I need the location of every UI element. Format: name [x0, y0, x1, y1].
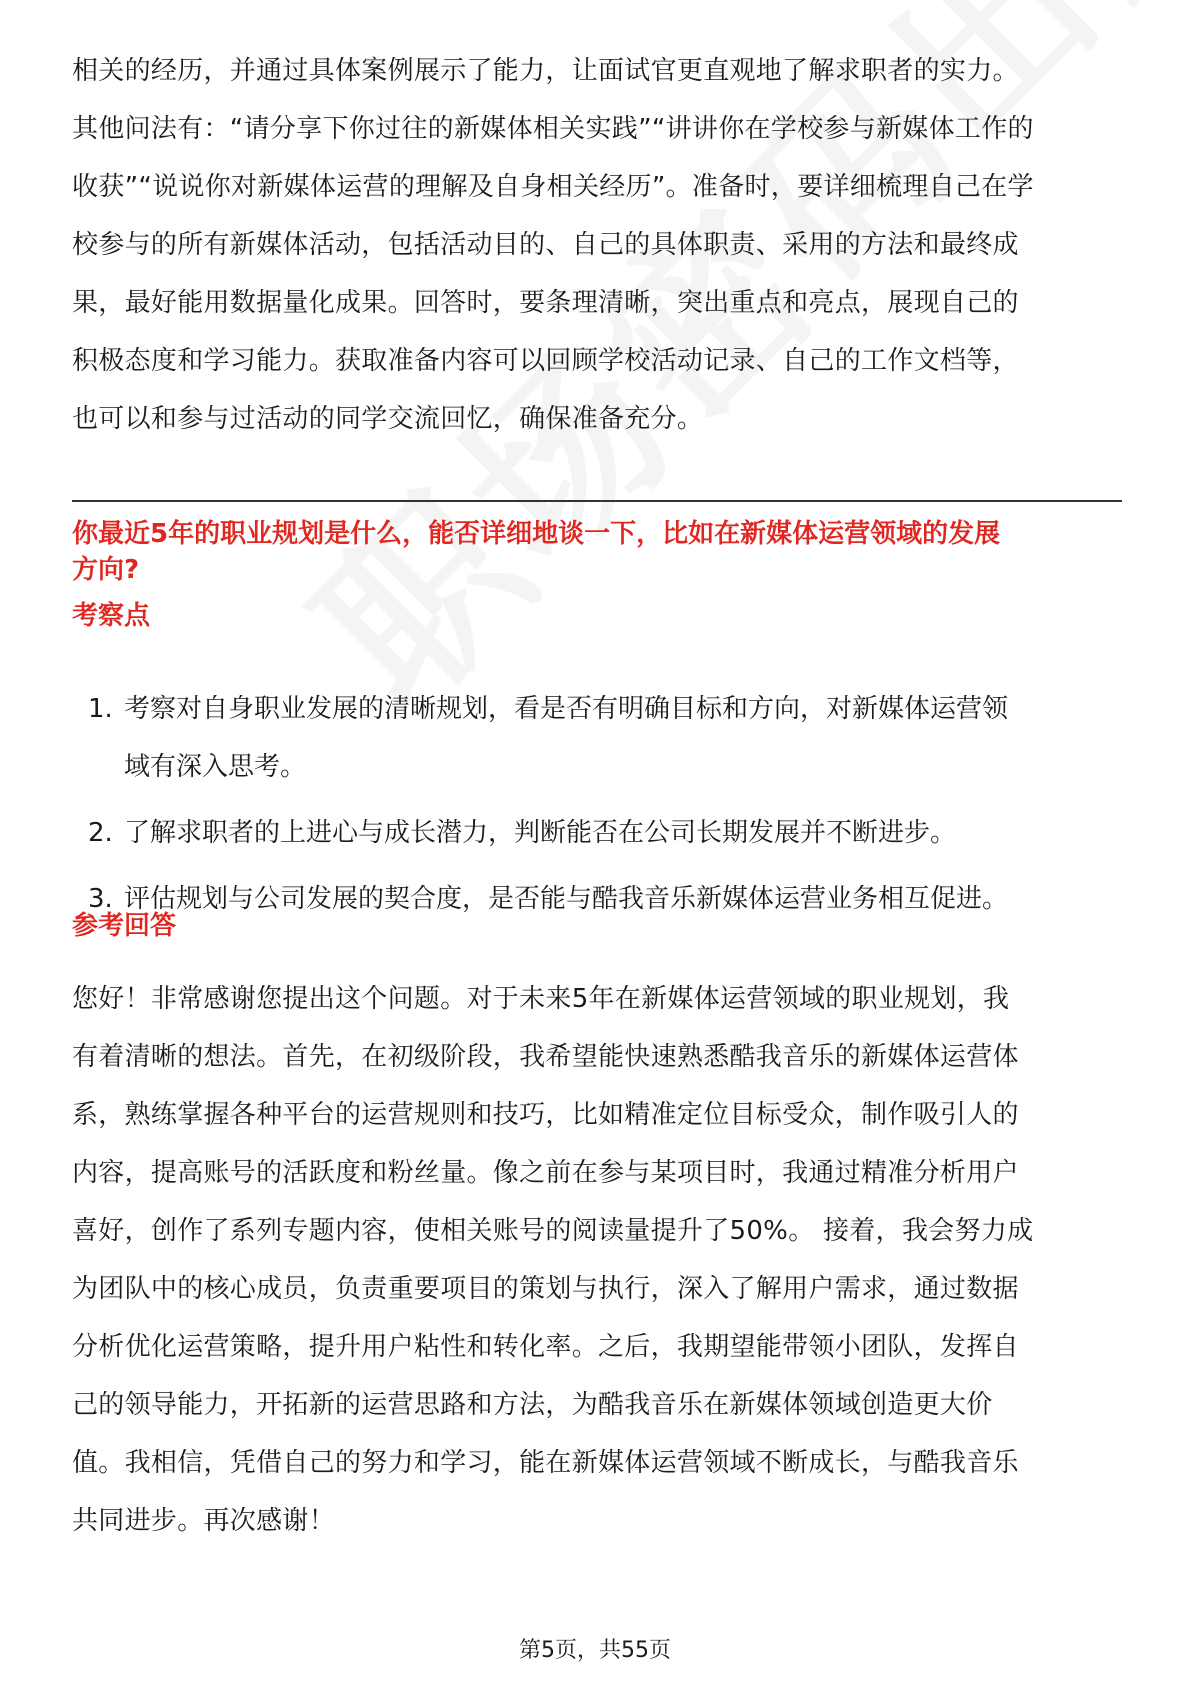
answer-line: 己的领导能力，开拓新的运营思路和方法，为酷我音乐在新媒体领域创造更大价 [72, 1390, 993, 1420]
list-item [72, 870, 1132, 928]
intro-line: 果，最好能用数据量化成果。回答时，要条理清晰，突出重点和亮点，展现自己的 [72, 288, 1019, 318]
intro-line: 也可以和参与过活动的同学交流回忆，确保准备充分。 [72, 404, 704, 434]
list-item-text: 考察对自身职业发展的清晰规划，看是否有明确目标和方向，对新媒体运营领 [124, 694, 1009, 724]
list-item-text: 域有深入思考。 [124, 752, 307, 782]
page-number: 第5页，共55页 [519, 1638, 671, 1663]
answer-line: 您好！非常感谢您提出这个问题。对于未来5年在新媒体运营领域的职业规划，我 [72, 984, 1010, 1014]
list-item-number: 2. [88, 818, 113, 848]
intro-line: 相关的经历，并通过具体案例展示了能力，让面试官更直观地了解求职者的实力。 [72, 56, 1019, 86]
answer-paragraph [72, 970, 1122, 1550]
question-line: 方向? [72, 555, 140, 585]
intro-line: 收获”“说说你对新媒体运营的理解及自身相关经历”。准备时，要详细梳理自己在学 [72, 172, 1034, 202]
list-item-text: 评估规划与公司发展的契合度，是否能与酷我音乐新媒体运营业务相互促进。 [124, 884, 1009, 914]
answer-line: 分析优化运营策略，提升用户粘性和转化率。之后，我期望能带领小团队，发挥自 [72, 1332, 1019, 1362]
intro-line: 其他问法有：“请分享下你过往的新媒体相关实践”“讲讲你在学校参与新媒体工作的 [72, 114, 1034, 144]
answer-line: 有着清晰的想法。首先，在初级阶段，我希望能快速熟悉酷我音乐的新媒体运营体 [72, 1042, 1019, 1072]
intro-line: 校参与的所有新媒体活动，包括活动目的、自己的具体职责、采用的方法和最终成 [72, 230, 1019, 260]
intro-line: 积极态度和学习能力。获取准备内容可以回顾学校活动记录、自己的工作文档等， [72, 346, 1019, 376]
assessment-list [72, 680, 1132, 936]
assessment-title: 考察点 [72, 601, 151, 631]
answer-line: 为团队中的核心成员，负责重要项目的策划与执行，深入了解用户需求，通过数据 [72, 1274, 1019, 1304]
intro-paragraph [72, 42, 1122, 448]
section-divider [72, 500, 1122, 502]
answer-line: 内容，提高账号的活跃度和粉丝量。像之前在参与某项目时，我通过精准分析用户 [72, 1158, 1019, 1188]
answer-line: 喜好，创作了系列专题内容，使相关账号的阅读量提升了50%。 接着，我会努力成 [72, 1216, 1034, 1246]
list-item-number: 1. [88, 694, 113, 724]
answer-line: 系，熟练掌握各种平台的运营规则和技巧，比如精准定位目标受众，制作吸引人的 [72, 1100, 1019, 1130]
list-item [72, 804, 1132, 862]
list-item [72, 680, 1132, 796]
answer-title: 参考回答 [72, 911, 177, 941]
question-line: 你最近5年的职业规划是什么，能否详细地谈一下，比如在新媒体运营领域的发展 [72, 519, 1001, 549]
list-item-number: 3. [88, 884, 113, 914]
answer-line: 共同进步。再次感谢！ [72, 1506, 336, 1536]
list-item-text: 了解求职者的上进心与成长潜力，判断能否在公司长期发展并不断进步。 [124, 818, 957, 848]
question-heading [72, 516, 1132, 588]
answer-line: 值。我相信，凭借自己的努力和学习，能在新媒体运营领域不断成长，与酷我音乐 [72, 1448, 1019, 1478]
